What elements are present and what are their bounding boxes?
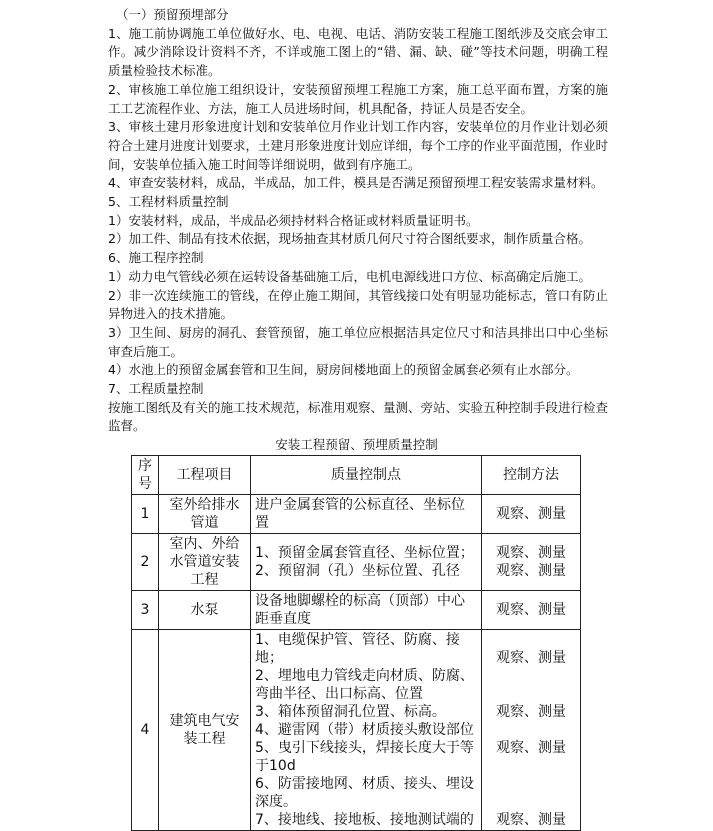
spacer [486, 757, 576, 775]
paragraph: 4、审查安装材料，成品，半成品，加工件，模具是否满足预留预埋工程安装需求量材料。 [108, 175, 604, 191]
point-line: 7、接地线、接地板、接地测试端的 [255, 812, 474, 828]
header-point: 质量控制点 [251, 456, 482, 495]
spacer [486, 685, 576, 703]
point-line: 2、预留洞（孔）坐标位置、孔径 [255, 563, 460, 579]
paragraph: 按施工图纸及有关的施工技术规范，标准用观察、量测、旁站、实验五种控制手段进行检查监督。 [108, 399, 609, 434]
method-line: 观察、测量 [496, 812, 566, 828]
point-line: 3、箱体预留洞孔位置、标高。 [255, 704, 446, 720]
point-line: 4、避雷网（带）材质接头敷设部位 [255, 722, 474, 738]
body-text [108, 6, 608, 436]
paragraph: 2、审核施工单位施工组织设计，安装预留预埋工程施工方案，施工总平面布置，方案的施工工艺流程作业、方法，施工人员进场时间，机具配备，持证人员是否安全。 [108, 81, 608, 116]
method-line: 观察、测量 [496, 740, 566, 756]
paragraph: 1）动力电气管线必须在运转设备基础施工后，电机电源线进口方位、标高确定后施工。 [108, 268, 591, 284]
table-header-row [132, 456, 581, 495]
row-method [482, 630, 581, 831]
paragraph: 7、工程质量控制 [108, 381, 204, 397]
row-method [482, 591, 581, 630]
header-item: 工程项目 [159, 456, 251, 495]
method-line: 观察、测量 [496, 506, 566, 522]
paragraph: 4）水池上的预留金属套管和卫生间，厨房间楼地面上的预留金属套必须有止水部分。 [108, 362, 579, 378]
paragraph: 5、工程材料质量控制 [108, 194, 229, 210]
paragraph: 2）非一次连续施工的管线，在停止施工期间，其管线接口处有明显功能标志，管口有防止异物进入的技术措施。 [108, 287, 608, 322]
method-line: 观察、测量 [496, 563, 566, 579]
table-row [132, 534, 581, 591]
row-method [482, 534, 581, 591]
spacer [486, 631, 576, 649]
row-point [251, 630, 482, 831]
row-method [482, 495, 581, 534]
row-item: 水泵 [159, 591, 251, 630]
paragraph: 1、施工前协调施工单位做好水、电、电视、电话、消防安装工程施工图纸涉及交底会审工作。减少消除设计资料不齐，不详或施工图上的“错、漏、缺、碰”等技术问题，明确工程质量检验技术标准。 [108, 25, 608, 79]
row-point [251, 495, 482, 534]
point-line: 6、防雷接地网、材质、接头、埋设深度。 [255, 776, 474, 810]
paragraph: 1）安装材料，成品，半成品必须持材料合格证或材料质量证明书。 [108, 212, 479, 228]
point-line: 2、埋地电力管线走向材质、防腐、弯曲半径、出口标高、位置 [255, 668, 474, 702]
table-row [132, 630, 581, 831]
point-line: 进户金属套管的公标直径、坐标位置 [255, 497, 465, 531]
table-row [132, 591, 581, 630]
row-item: 室外给排水管道 [159, 495, 251, 534]
paragraph: 3、审核土建月形象进度计划和安装单位月作业计划工作内容，安装单位的月作业计划必须符合土建月进度计划要求，土建月形象进度计划应详细，每个工序的作业平面范围，作业时间，安装单位插入施工时间等详细说明，做到有序施工。 [108, 119, 609, 172]
header-no: 序号 [132, 456, 159, 495]
method-line: 观察、测量 [496, 704, 566, 720]
row-no: 3 [132, 591, 159, 630]
method-line: 观察、测量 [496, 545, 566, 561]
method-line: 观察、测量 [496, 650, 566, 666]
paragraph: 3）卫生间、厨房的洞孔、套管预留，施工单位应根据洁具定位尺寸和洁具排出口中心坐标审查后施工。 [108, 324, 608, 359]
point-line: 1、电缆保护管、管径、防腐、接地； [255, 632, 460, 666]
spacer [486, 793, 576, 811]
row-no: 4 [132, 630, 159, 831]
spacer [486, 721, 576, 739]
paragraph: 6、施工程序控制 [108, 250, 204, 266]
paragraph: 2）加工件、制品有技术依据，现场抽查其材质几何尺寸符合图纸要求，制作质量合格。 [108, 231, 591, 247]
row-point [251, 591, 482, 630]
row-no: 1 [132, 495, 159, 534]
row-item: 建筑电气安装工程 [159, 630, 251, 831]
spacer [486, 775, 576, 793]
row-item: 室内、外给水管道安装工程 [159, 534, 251, 591]
quality-control-table [131, 455, 581, 831]
table-caption: 安装工程预留、预埋质量控制 [275, 437, 438, 452]
point-line: 5、曳引下线接头，焊接长度大于等于10d [255, 740, 474, 774]
section-heading: （一）预留预埋部分 [116, 7, 229, 22]
method-line: 观察、测量 [496, 602, 566, 618]
row-point [251, 534, 482, 591]
spacer [486, 667, 576, 685]
table-row [132, 495, 581, 534]
row-no: 2 [132, 534, 159, 591]
point-line: 设备地脚螺栓的标高（顶部）中心距垂直度 [255, 593, 465, 627]
point-line: 1、预留金属套管直径、坐标位置； [255, 545, 474, 561]
header-method: 控制方法 [482, 456, 581, 495]
